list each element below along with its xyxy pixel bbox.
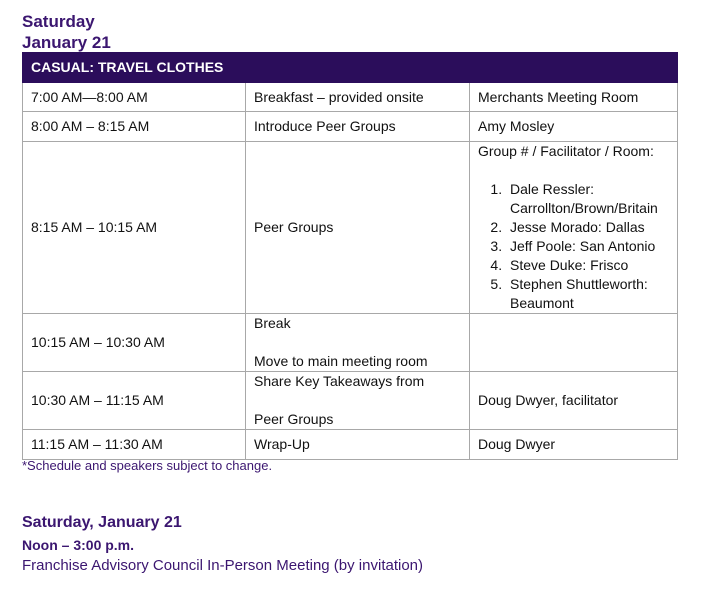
list-item: 3. Jeff Poole: San Antonio	[506, 237, 669, 256]
detail-cell: Doug Dwyer	[470, 430, 678, 460]
day-heading-date: January 21	[22, 33, 111, 52]
activity-cell	[246, 314, 470, 372]
list-item: 1. Dale Ressler: Carrollton/Brown/Britain	[506, 180, 669, 218]
peer-group-list	[478, 180, 669, 313]
list-item: 4. Steve Duke: Frisco	[506, 256, 669, 275]
followup-event: Franchise Advisory Council In-Person Meeting (by invitation)	[22, 557, 424, 574]
time-cell: 10:15 AM – 10:30 AM	[23, 314, 246, 372]
spacer	[478, 161, 669, 180]
table-row	[23, 83, 678, 112]
spacer	[254, 333, 461, 352]
activity-line: Break	[254, 315, 291, 331]
time-cell: 11:15 AM – 11:30 AM	[23, 430, 246, 460]
schedule-table	[22, 52, 678, 460]
activity-line: Peer Groups	[254, 411, 334, 427]
activity-line: Move to main meeting room	[254, 353, 428, 369]
time-cell: 10:30 AM – 11:15 AM	[23, 372, 246, 430]
activity-cell: Introduce Peer Groups	[246, 112, 470, 142]
list-item: 5. Stephen Shuttleworth: Beaumont	[506, 275, 669, 313]
time-cell: 8:15 AM – 10:15 AM	[23, 142, 246, 314]
peer-groups-detail-cell	[470, 142, 678, 314]
groups-heading: Group # / Facilitator / Room:	[478, 143, 654, 159]
detail-cell: Amy Mosley	[470, 112, 678, 142]
dress-code-header: CASUAL: TRAVEL CLOTHES	[23, 53, 678, 83]
detail-cell: Merchants Meeting Room	[470, 83, 678, 112]
detail-cell	[470, 314, 678, 372]
time-cell: 7:00 AM—8:00 AM	[23, 83, 246, 112]
spacer	[254, 391, 461, 410]
followup-time: Noon – 3:00 p.m.	[22, 537, 135, 553]
time-cell: 8:00 AM – 8:15 AM	[23, 112, 246, 142]
table-row	[23, 142, 678, 314]
detail-cell: Doug Dwyer, facilitator	[470, 372, 678, 430]
table-row	[23, 314, 678, 372]
day-heading	[22, 11, 111, 53]
table-row	[23, 372, 678, 430]
schedule-header-row	[23, 53, 678, 83]
table-row	[23, 430, 678, 460]
list-item: 2. Jesse Morado: Dallas	[506, 218, 669, 237]
activity-cell: Wrap-Up	[246, 430, 470, 460]
activity-cell: Breakfast – provided onsite	[246, 83, 470, 112]
schedule-disclaimer: *Schedule and speakers subject to change.	[22, 458, 273, 473]
day-heading-weekday: Saturday	[22, 12, 95, 31]
table-row	[23, 112, 678, 142]
followup-heading: Saturday, January 21	[22, 514, 182, 531]
activity-cell: Peer Groups	[246, 142, 470, 314]
activity-line: Share Key Takeaways from	[254, 373, 425, 389]
activity-cell	[246, 372, 470, 430]
